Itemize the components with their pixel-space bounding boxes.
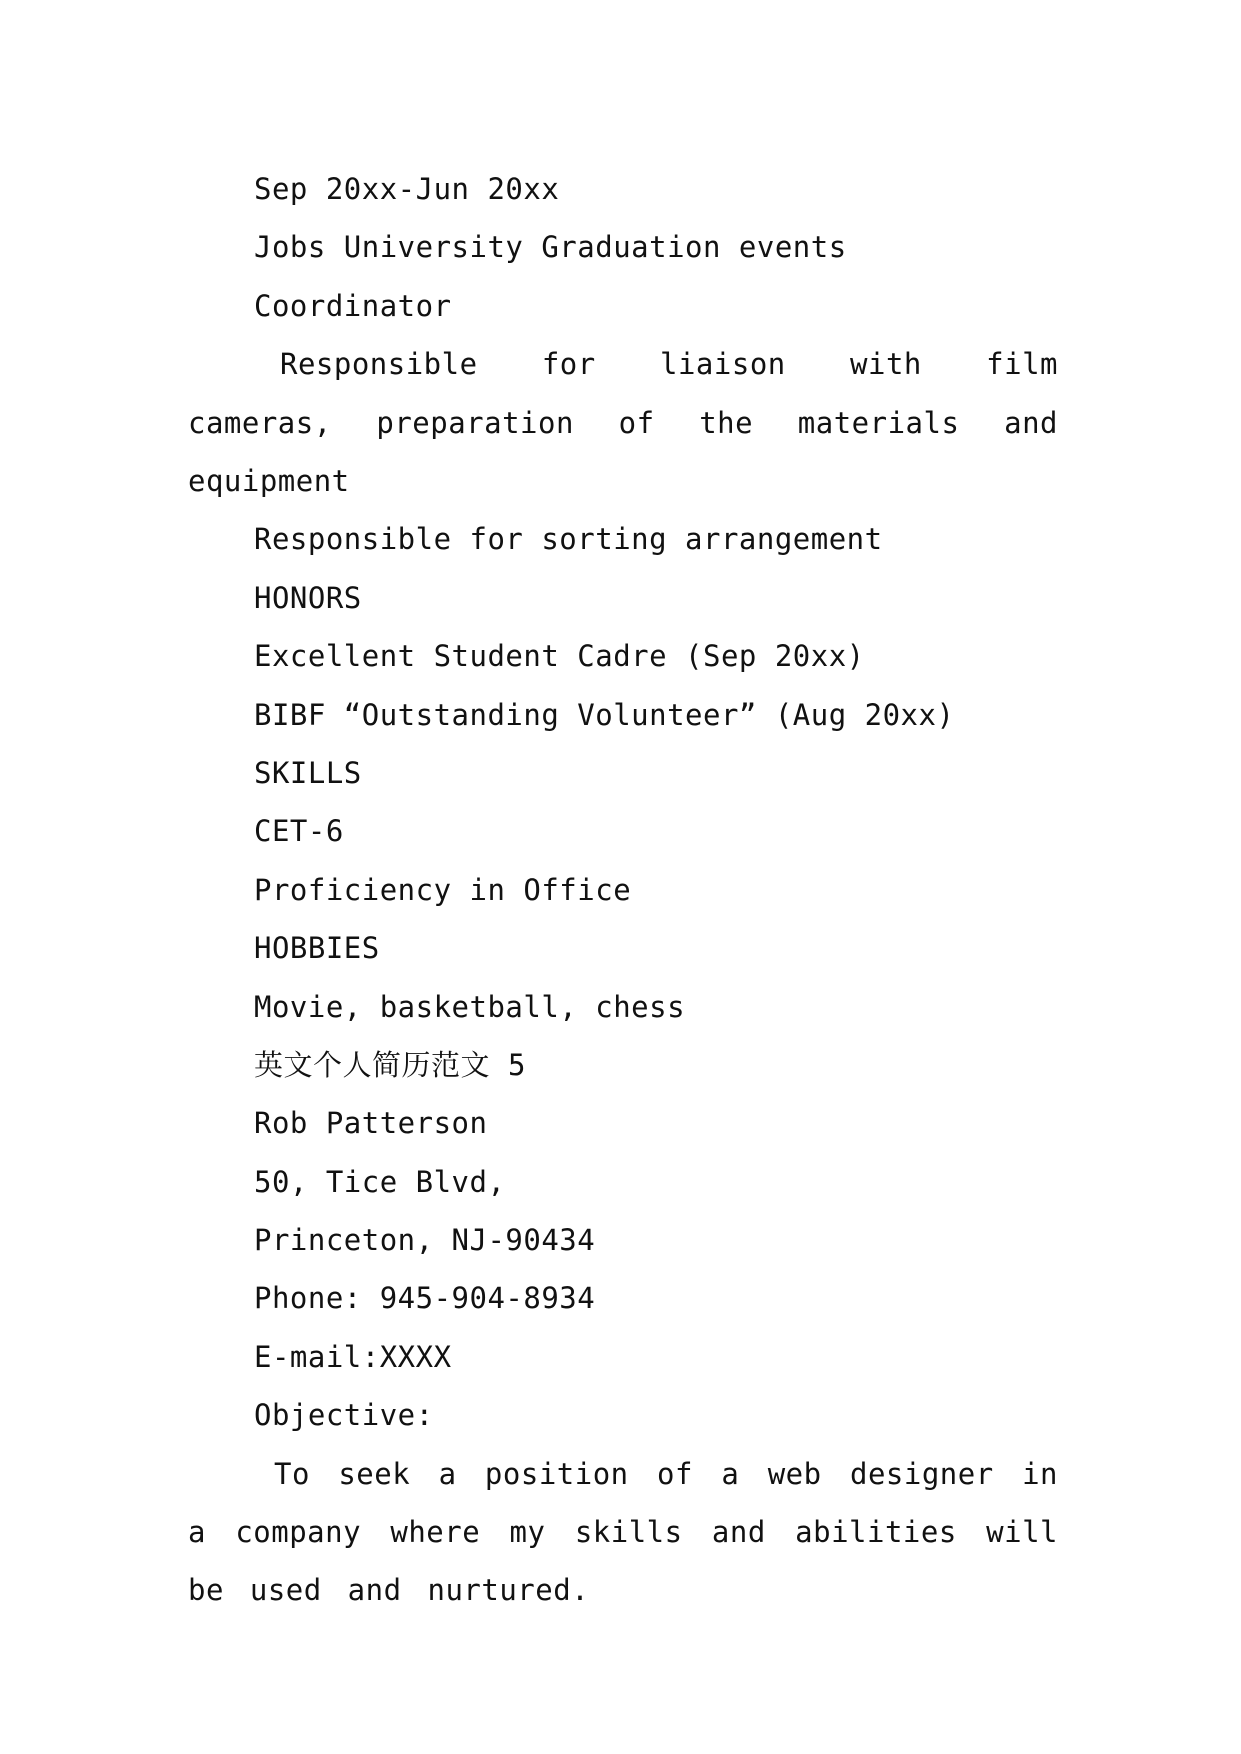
honor-item: BIBF “Outstanding Volunteer” (Aug 20xx) [254,697,955,732]
address-street: 50, Tice Blvd, [254,1164,506,1199]
date-range: Sep 20xx-Jun 20xx [254,172,560,206]
skill-item: Proficiency in Office [254,872,632,907]
address-city: Princeton, NJ-90434 [254,1223,596,1258]
hobbies-list: Movie, basketball, chess [254,989,686,1024]
skills-heading: SKILLS [254,755,362,790]
responsibility-line: Responsible for sorting arrangement [254,522,883,557]
role-title: Coordinator [254,288,452,323]
resume-text [188,160,1058,1620]
objective-paragraph: To seek a position of a web designer in a company where my skills and abilities will be used and nurtured. [188,1456,1058,1608]
sample-heading: 英文个人简历范文 5 [254,1047,526,1082]
phone-line: Phone: 945-904-8934 [254,1281,596,1316]
skill-item: CET-6 [254,814,344,849]
event-title: Jobs University Graduation events [254,230,847,265]
objective-heading: Objective: [254,1398,434,1433]
hobbies-heading: HOBBIES [254,931,380,966]
candidate-name: Rob Patterson [254,1106,488,1141]
honor-item: Excellent Student Cadre (Sep 20xx) [254,639,865,674]
honors-heading: HONORS [254,580,362,615]
email-line: E-mail:XXXX [254,1339,452,1374]
responsibility-paragraph: Responsible for liaison with film cameras, preparation of the materials and equipment [188,347,1058,498]
